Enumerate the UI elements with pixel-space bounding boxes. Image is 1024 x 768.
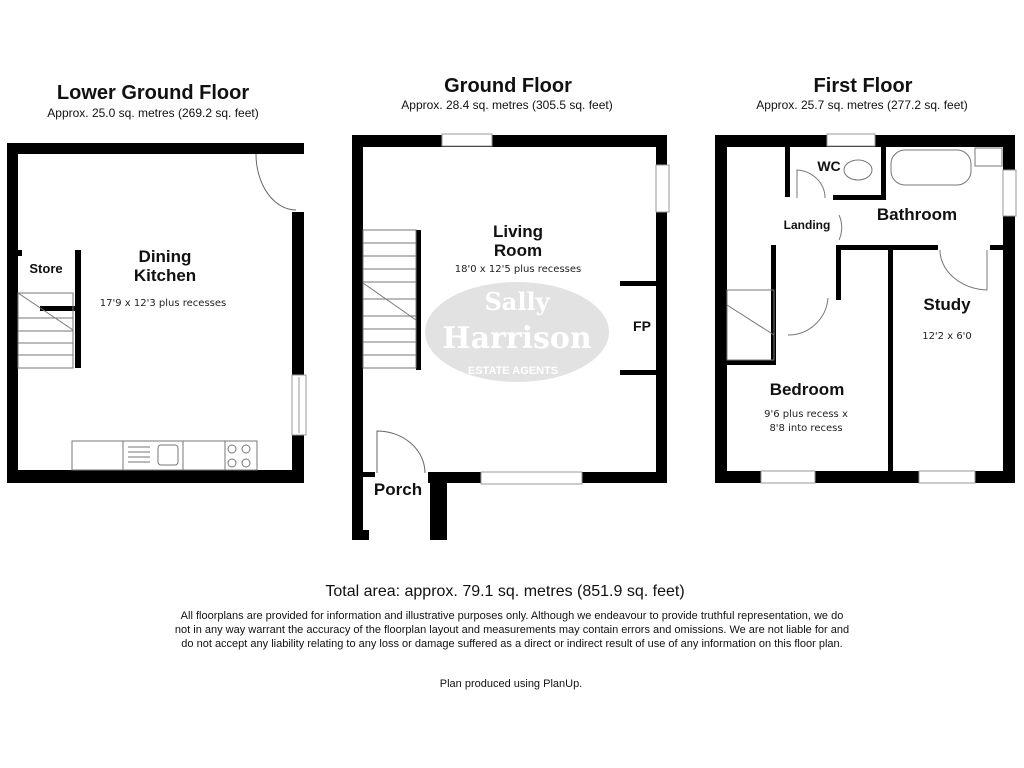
plan-produced-note: Plan produced using PlanUp. xyxy=(439,678,583,690)
disclaimer-line-2: not in any way warrant the accuracy of the floorplan layout and measurements may contain errors and omissions. We are not liable for and xyxy=(174,624,850,636)
room-dims-dining-kitchen: 17'9 x 12'3 plus recesses xyxy=(99,298,227,309)
room-label-landing: Landing xyxy=(783,218,831,232)
floor-area-ground: Approx. 28.4 sq. metres (305.5 sq. feet) xyxy=(401,98,613,112)
room-label-porch: Porch xyxy=(373,480,423,499)
watermark-line-3: ESTATE AGENTS xyxy=(467,365,559,377)
first-floor-plan xyxy=(715,134,1016,483)
watermark-line-2: Harrison xyxy=(442,321,592,356)
room-label-fp: FP xyxy=(633,318,651,334)
room-label-bathroom: Bathroom xyxy=(876,205,958,224)
room-dims-bedroom-1: 9'6 plus recess x xyxy=(764,409,848,420)
floor-area-lower-ground: Approx. 25.0 sq. metres (269.2 sq. feet) xyxy=(47,106,259,120)
floor-area-first: Approx. 25.7 sq. metres (277.2 sq. feet) xyxy=(756,98,968,112)
room-dims-bedroom-2: 8'8 into recess xyxy=(769,423,843,434)
total-area: Total area: approx. 79.1 sq. metres (851.9 sq. feet) xyxy=(325,583,685,600)
room-label-store: Store xyxy=(29,261,63,276)
disclaimer-line-1: All floorplans are provided for information and illustrative purposes only. Although we endeavour to provide truthful representation, we do xyxy=(180,610,844,622)
room-dims-living-room: 18'0 x 12'5 plus recesses xyxy=(454,264,582,275)
room-label-wc: WC xyxy=(817,158,841,174)
room-dims-study: 12'2 x 6'0 xyxy=(922,331,972,342)
watermark-line-1: Sally xyxy=(484,287,550,316)
lower-ground-floor-plan xyxy=(7,143,306,483)
watermark-logo xyxy=(425,282,609,382)
room-label-bedroom: Bedroom xyxy=(769,380,845,399)
floor-title-ground: Ground Floor xyxy=(444,75,572,97)
disclaimer-line-3: do not accept any liability relating to any loss or damage suffered as a direct or indirect result of use of any information on this floor plan. xyxy=(181,638,843,650)
room-label-study: Study xyxy=(923,295,971,314)
floor-title-lower-ground: Lower Ground Floor xyxy=(56,82,250,104)
floor-title-first: First Floor xyxy=(813,75,913,97)
room-label-dining-kitchen: Dining Kitchen xyxy=(133,247,197,285)
room-label-living-room: Living Room xyxy=(492,222,544,260)
